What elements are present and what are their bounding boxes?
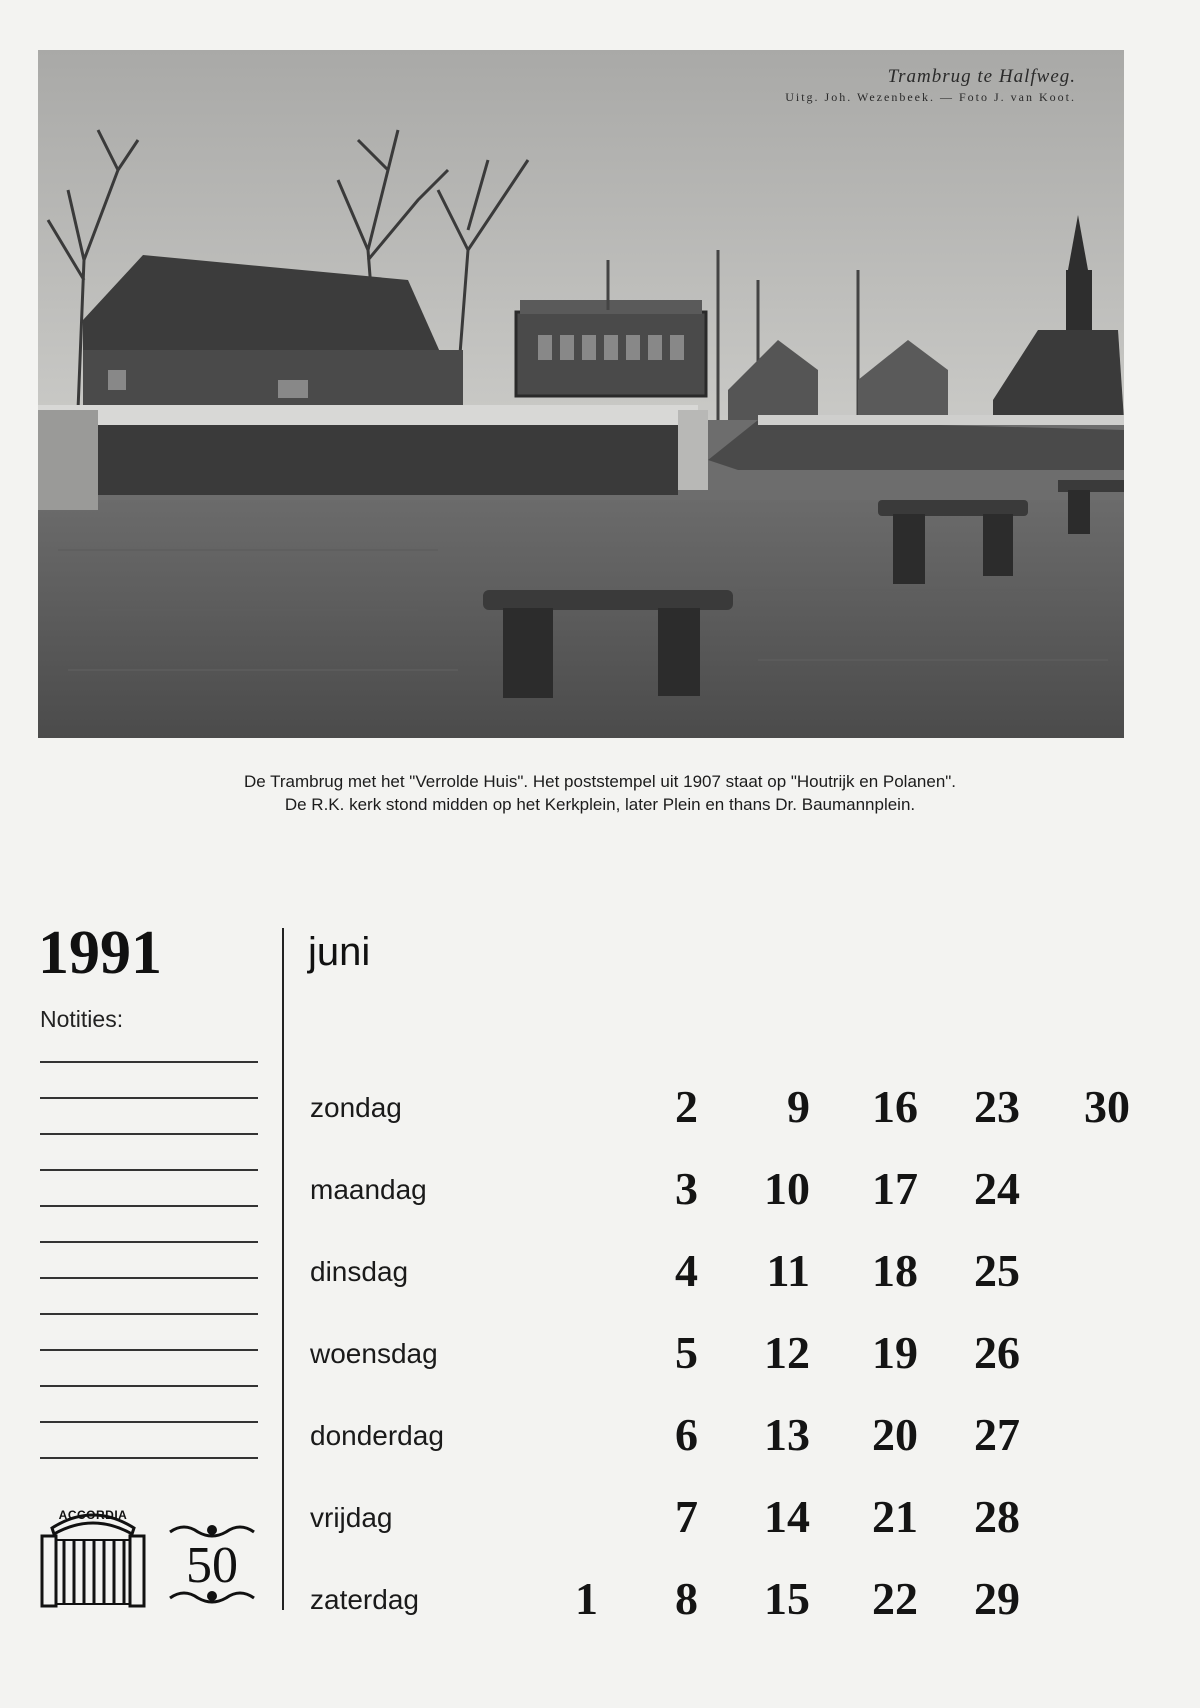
date-cell[interactable]: 30: [1084, 1081, 1130, 1132]
date-cell[interactable]: 26: [974, 1327, 1020, 1378]
date-cell[interactable]: 19: [872, 1327, 918, 1378]
note-line[interactable]: [40, 1349, 258, 1351]
date-cell[interactable]: 15: [764, 1573, 810, 1624]
weekday-label-zondag: zondag: [310, 1092, 402, 1123]
date-cell[interactable]: 13: [764, 1409, 810, 1460]
photo-scene: [38, 50, 1124, 738]
weekday-label-donderdag: donderdag: [310, 1420, 444, 1451]
date-cell[interactable]: 24: [974, 1163, 1020, 1214]
photo-inscription-title: Trambrug te Halfweg.: [887, 66, 1076, 87]
historic-photo: [38, 50, 1124, 738]
note-line[interactable]: [40, 1133, 258, 1135]
logo-text: ACCORDIA: [58, 1508, 128, 1522]
date-cell[interactable]: 12: [764, 1327, 810, 1378]
weekday-label-woensdag: woensdag: [310, 1338, 438, 1369]
note-line[interactable]: [40, 1169, 258, 1171]
date-cell[interactable]: 4: [675, 1245, 698, 1296]
anniversary-number: 50: [186, 1537, 238, 1594]
date-cell[interactable]: 22: [872, 1573, 918, 1624]
weekday-label-dinsdag: dinsdag: [310, 1256, 409, 1287]
note-line[interactable]: [40, 1277, 258, 1279]
date-cell[interactable]: 7: [675, 1491, 698, 1542]
photo-inscription-credit: Uitg. Joh. Wezenbeek. — Foto J. van Koot.: [785, 90, 1076, 104]
date-cell[interactable]: 28: [974, 1491, 1020, 1542]
note-line[interactable]: [40, 1421, 258, 1423]
date-cell[interactable]: 11: [766, 1245, 810, 1296]
date-cell[interactable]: 17: [872, 1163, 918, 1214]
note-line[interactable]: [40, 1241, 258, 1243]
column-divider: [282, 928, 284, 1610]
accordia-logo: [38, 1500, 148, 1612]
date-cell[interactable]: 2: [675, 1081, 698, 1132]
photo-inscription: [785, 66, 1076, 105]
date-cell[interactable]: 6: [675, 1409, 698, 1460]
date-cell[interactable]: 10: [764, 1163, 810, 1214]
note-line[interactable]: [40, 1061, 258, 1063]
date-cell[interactable]: 23: [974, 1081, 1020, 1132]
date-cell[interactable]: 25: [974, 1245, 1020, 1296]
date-cell[interactable]: 8: [675, 1573, 698, 1624]
note-line[interactable]: [40, 1457, 258, 1459]
weekday-label-maandag: maandag: [310, 1174, 427, 1205]
weekday-label-vrijdag: vrijdag: [310, 1502, 393, 1533]
date-cell[interactable]: 14: [764, 1491, 810, 1542]
date-cell[interactable]: 3: [675, 1163, 698, 1214]
notes-label: Notities:: [40, 1006, 124, 1032]
anniversary-emblem: [164, 1520, 260, 1606]
date-cell[interactable]: 16: [872, 1081, 918, 1132]
date-cell[interactable]: 27: [974, 1409, 1020, 1460]
photo-caption: [60, 770, 1140, 816]
month-title: juni: [308, 930, 371, 974]
date-cell[interactable]: 9: [787, 1081, 810, 1132]
note-line[interactable]: [40, 1385, 258, 1387]
caption-line-1: De Trambrug met het "Verrolde Huis". Het poststempel uit 1907 staat op "Houtrijk en Polanen".: [243, 772, 957, 791]
date-cell[interactable]: 29: [974, 1573, 1020, 1624]
date-cell[interactable]: 5: [675, 1327, 698, 1378]
note-line[interactable]: [40, 1097, 258, 1099]
date-cell[interactable]: 1: [575, 1573, 598, 1624]
date-cell[interactable]: 21: [872, 1491, 918, 1542]
note-line[interactable]: [40, 1205, 258, 1207]
caption-line-2: De R.K. kerk stond midden op het Kerkplein, later Plein en thans Dr. Baumannplein.: [284, 795, 916, 814]
calendar-year: 1991: [38, 919, 162, 987]
date-cell[interactable]: 18: [872, 1245, 918, 1296]
note-line[interactable]: [40, 1313, 258, 1315]
weekday-label-zaterdag: zaterdag: [310, 1584, 419, 1615]
date-cell[interactable]: 20: [872, 1409, 918, 1460]
